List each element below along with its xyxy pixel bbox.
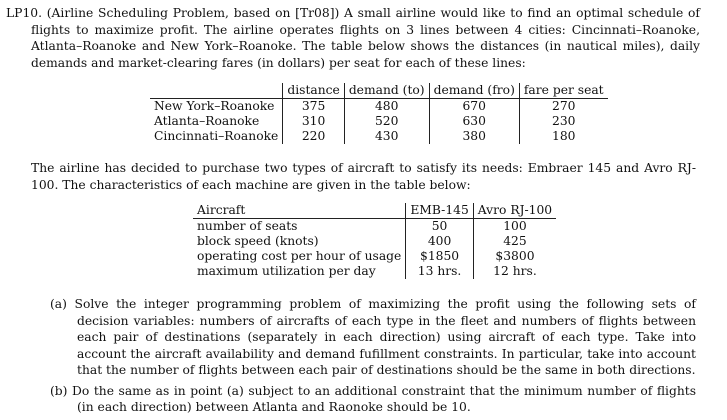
route-name: New York–Roanoke	[150, 99, 283, 115]
route-fare: 230	[552, 114, 576, 128]
aircraft-emb145-value: 50	[406, 219, 473, 235]
table-row	[193, 234, 556, 249]
question-list	[50, 296, 696, 420]
aircraft-attr: block speed (knots)	[193, 234, 406, 249]
problem-intro	[6, 5, 700, 71]
route-name: Cincinnati–Roanoke	[150, 129, 283, 144]
route-distance: 310	[283, 114, 344, 129]
aircraft-emb145-value: 400	[406, 234, 473, 249]
route-distance: 220	[283, 129, 344, 144]
question-item-a	[50, 296, 696, 379]
aircraft-attr: number of seats	[193, 219, 406, 235]
route-fare: 180	[552, 129, 576, 143]
aircraft-avro-value: 425	[503, 234, 527, 248]
aircraft-header-avro: Avro RJ-100	[473, 203, 556, 219]
routes-header-distance: distance	[283, 83, 344, 99]
question-label: (b)	[50, 383, 68, 398]
route-demand-to: 430	[344, 129, 429, 144]
route-demand-fro: 380	[429, 129, 519, 144]
question-label: (a)	[50, 297, 67, 311]
table-row	[193, 264, 556, 279]
aircraft-emb145-value: $1850	[406, 249, 473, 264]
routes-table-header	[150, 83, 608, 99]
question-text: Do the same as in point (a) subject to an additional constraint that the minimum number of flights (in each direction) between Atlanta and Raonoke should be 10.	[72, 383, 696, 414]
route-distance: 375	[283, 99, 344, 115]
route-demand-to: 520	[344, 114, 429, 129]
routes-header-fare: fare per seat	[519, 83, 607, 99]
aircraft-attr: operating cost per hour of usage	[193, 249, 406, 264]
aircraft-avro-value: $3800	[495, 249, 535, 263]
table-row	[150, 129, 608, 144]
aircraft-table-header	[193, 203, 556, 219]
table-row	[193, 219, 556, 235]
aircraft-avro-value: 12 hrs.	[493, 264, 537, 278]
aircraft-header-label: Aircraft	[193, 203, 406, 219]
route-demand-fro: 630	[429, 114, 519, 129]
problem-intro-text: (Airline Scheduling Problem, based on [Tr08]) A small airline would like to find an optimal schedule of flights to maximize profit. The airline operates flights on 3 lines between 4 cities: Cincinnati–Roanoke, Atlanta–Roanoke and New York–Roanoke. The table below shows the distances (in nautical miles), daily demands and market-clearing fares (in dollars) per seat for each of these lines:	[31, 6, 700, 70]
aircraft-table	[193, 203, 556, 279]
aircraft-avro-value: 100	[503, 219, 527, 233]
aircraft-emb145-value: 13 hrs.	[406, 264, 473, 279]
route-demand-fro: 670	[429, 99, 519, 115]
table-row	[150, 114, 608, 129]
problem-id: LP10.	[6, 6, 42, 20]
routes-header-demand-to: demand (to)	[344, 83, 429, 99]
table-row	[150, 99, 608, 115]
aircraft-header-emb145: EMB-145	[406, 203, 473, 219]
routes-header-blank	[150, 83, 283, 99]
routes-table	[150, 83, 608, 144]
aircraft-paragraph: The airline has decided to purchase two types of aircraft to satisfy its needs: Embraer 145 and Avro RJ-100. The characteristics of each machine are given in the table below:	[31, 161, 696, 192]
question-item-b	[50, 383, 696, 416]
question-text: Solve the integer programming problem of maximizing the profit using the following sets of decision variables: numbers of aircrafts of each type in the fleet and numbers of flights between each pair of destinations (separately in each direction) using aircraft of each type. Take into account the aircraft availability and demand fufillment constraints. In particular, take into account that the number of flights between each pair of destinations should be the same in both directions.	[74, 297, 696, 377]
table-row	[193, 249, 556, 264]
route-demand-to: 480	[344, 99, 429, 115]
aircraft-attr: maximum utilization per day	[193, 264, 406, 279]
route-fare: 270	[552, 99, 576, 113]
routes-header-demand-fro: demand (fro)	[429, 83, 519, 99]
route-name: Atlanta–Roanoke	[150, 114, 283, 129]
